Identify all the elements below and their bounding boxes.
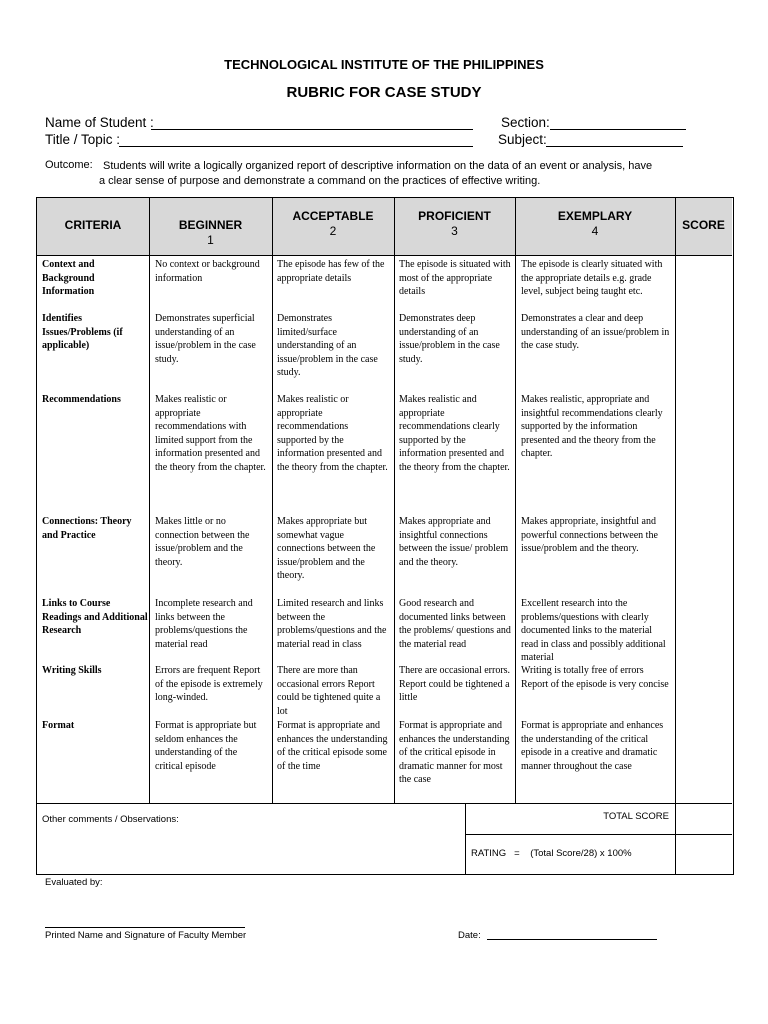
cell-format-proficient: Format is appropriate and enhances the understanding of the critical episode in dramatic manner for most the case — [399, 720, 510, 785]
name-of-student-label: Name of Student : — [45, 115, 154, 130]
cell-links-exemplary: Excellent research into the problems/questions with clearly documented links to the material read in class and possibly additional material — [521, 598, 666, 663]
date-label: Date: — [458, 930, 481, 941]
header-exemplary-number: 4 — [591, 224, 599, 238]
cell-recommendations-beginner: Makes realistic or appropriate recommendations with limited support from the information presented and the theory from the chapter. — [155, 394, 266, 473]
criteria-connections: Connections: Theory and Practice — [42, 516, 132, 541]
cell-recommendations-exemplary: Makes realistic, appropriate and insightful recommendations clearly supported by the information presented and the theory from the chapter. — [521, 394, 663, 459]
header-exemplary-label: EXEMPLARY — [557, 209, 633, 223]
institute-name: TECHNOLOGICAL INSTITUTE OF THE PHILIPPINES — [224, 57, 544, 72]
header-proficient-number: 3 — [451, 224, 458, 238]
outcome-label: Outcome: — [45, 159, 93, 171]
rating-cell[interactable] — [677, 836, 731, 872]
cell-links-acceptable: Limited research and links between the problems/questions and the material read in class — [277, 598, 387, 650]
column-divider — [149, 198, 150, 803]
column-divider — [394, 198, 395, 803]
header-proficient-label: PROFICIENT — [418, 209, 491, 223]
row-divider — [37, 803, 732, 804]
cell-recommendations-acceptable: Makes realistic or appropriate recommendations supported by the information presented and the theory from the chapter. — [277, 394, 388, 473]
cell-links-beginner: Incomplete research and links between the problems/questions the material read — [155, 598, 253, 650]
header-proficient — [394, 209, 515, 239]
title-topic-label: Title / Topic : — [45, 132, 121, 147]
header-criteria: CRITERIA — [64, 218, 122, 232]
evaluated-by-label: Evaluated by: — [45, 877, 103, 888]
cell-connections-exemplary: Makes appropriate, insightful and powerful connections between the issue/problem and the theory. — [521, 516, 658, 554]
cell-format-acceptable: Format is appropriate and enhances the understanding of the critical episode some of the time — [277, 720, 388, 772]
signature-line[interactable] — [45, 927, 245, 928]
criteria-format: Format — [42, 720, 75, 731]
header-beginner-label: BEGINNER — [178, 218, 243, 232]
cell-format-exemplary: Format is appropriate and enhances the understanding of the critical episode in a creative and dramatic manner throughout the case — [521, 720, 664, 772]
criteria-issues: Identifies Issues/Problems (if applicable) — [42, 313, 123, 351]
cell-context-beginner: No context or background information — [155, 259, 260, 284]
rating-label: RATING = (Total Score/28) x 100% — [471, 848, 632, 859]
header-exemplary — [515, 209, 675, 239]
cell-connections-proficient: Makes appropriate and insightful connections between the issue/ problem and the theory. — [399, 516, 509, 568]
comments-label: Other comments / Observations: — [42, 814, 179, 825]
cell-issues-beginner: Demonstrates superficial understanding of an issue/problem in the case study. — [155, 313, 256, 365]
outcome-text: Students will write a logically organized report of descriptive information on the data of an event or analysis, have a clear sense of purpose and demonstrate a command on the practices of effective writing. — [99, 160, 653, 187]
section-label: Section: — [501, 115, 550, 130]
cell-issues-exemplary: Demonstrates a clear and deep understanding of an issue/problem in the case study. — [521, 313, 670, 351]
cell-writing-exemplary: Writing is totally free of errors Report of the episode is very concise — [521, 665, 669, 690]
row-divider — [37, 255, 732, 256]
subject-label: Subject: — [498, 132, 547, 147]
cell-recommendations-proficient: Makes realistic and appropriate recommendations clearly supported by the information presented and the theory from the chapter. — [399, 394, 510, 473]
cell-writing-proficient: There are occasional errors. Report could be tightened a little — [399, 665, 511, 703]
cell-context-acceptable: The episode has few of the appropriate details — [277, 259, 385, 284]
column-divider — [272, 198, 273, 803]
criteria-context: Context and Background Information — [42, 259, 95, 297]
cell-links-proficient: Good research and documented links between the problems/ questions and the material read — [399, 598, 511, 650]
rubric-table — [36, 197, 734, 875]
cell-issues-proficient: Demonstrates deep understanding of an issue/problem in the case study. — [399, 313, 500, 365]
header-beginner — [149, 218, 272, 248]
name-of-student-line[interactable] — [151, 129, 473, 130]
signature-label: Printed Name and Signature of Faculty Member — [45, 930, 247, 941]
criteria-links: Links to Course Readings and Additional Research — [42, 598, 148, 636]
header-acceptable — [272, 209, 394, 239]
cell-writing-beginner: Errors are frequent Report of the episode is extremely long-winded. — [155, 665, 263, 703]
header-acceptable-number: 2 — [329, 224, 337, 238]
cell-context-exemplary: The episode is clearly situated with the appropriate details e.g. grade level, subject being taught etc. — [521, 259, 663, 297]
row-divider — [465, 834, 732, 835]
total-score-cell[interactable] — [677, 805, 731, 833]
cell-connections-acceptable: Makes appropriate but somewhat vague connections between the issue/problem and the theory. — [277, 516, 376, 581]
header-acceptable-label: ACCEPTABLE — [292, 209, 374, 223]
subject-line[interactable] — [546, 146, 683, 147]
criteria-recommendations: Recommendations — [42, 394, 121, 405]
cell-context-proficient: The episode is situated with most of the appropriate details — [399, 259, 511, 297]
date-line[interactable] — [487, 939, 657, 940]
header-beginner-number: 1 — [207, 233, 214, 247]
column-divider — [675, 198, 676, 874]
criteria-writing-skills: Writing Skills — [42, 665, 102, 676]
column-divider — [515, 198, 516, 803]
section-line[interactable] — [550, 129, 686, 130]
cell-issues-acceptable: Demonstrates limited/surface understanding of an issue/problem in the case study. — [277, 313, 378, 378]
cell-format-beginner: Format is appropriate but seldom enhances the understanding of the critical episode — [155, 720, 257, 772]
title-topic-line[interactable] — [119, 146, 473, 147]
document-title: RUBRIC FOR CASE STUDY — [286, 84, 482, 101]
total-score-label: TOTAL SCORE — [603, 811, 669, 822]
cell-writing-acceptable: There are more than occasional errors Report could be tightened quite a lot — [277, 665, 381, 717]
cell-connections-beginner: Makes little or no connection between the issue/problem and the theory. — [155, 516, 250, 568]
header-score: SCORE — [682, 218, 725, 232]
